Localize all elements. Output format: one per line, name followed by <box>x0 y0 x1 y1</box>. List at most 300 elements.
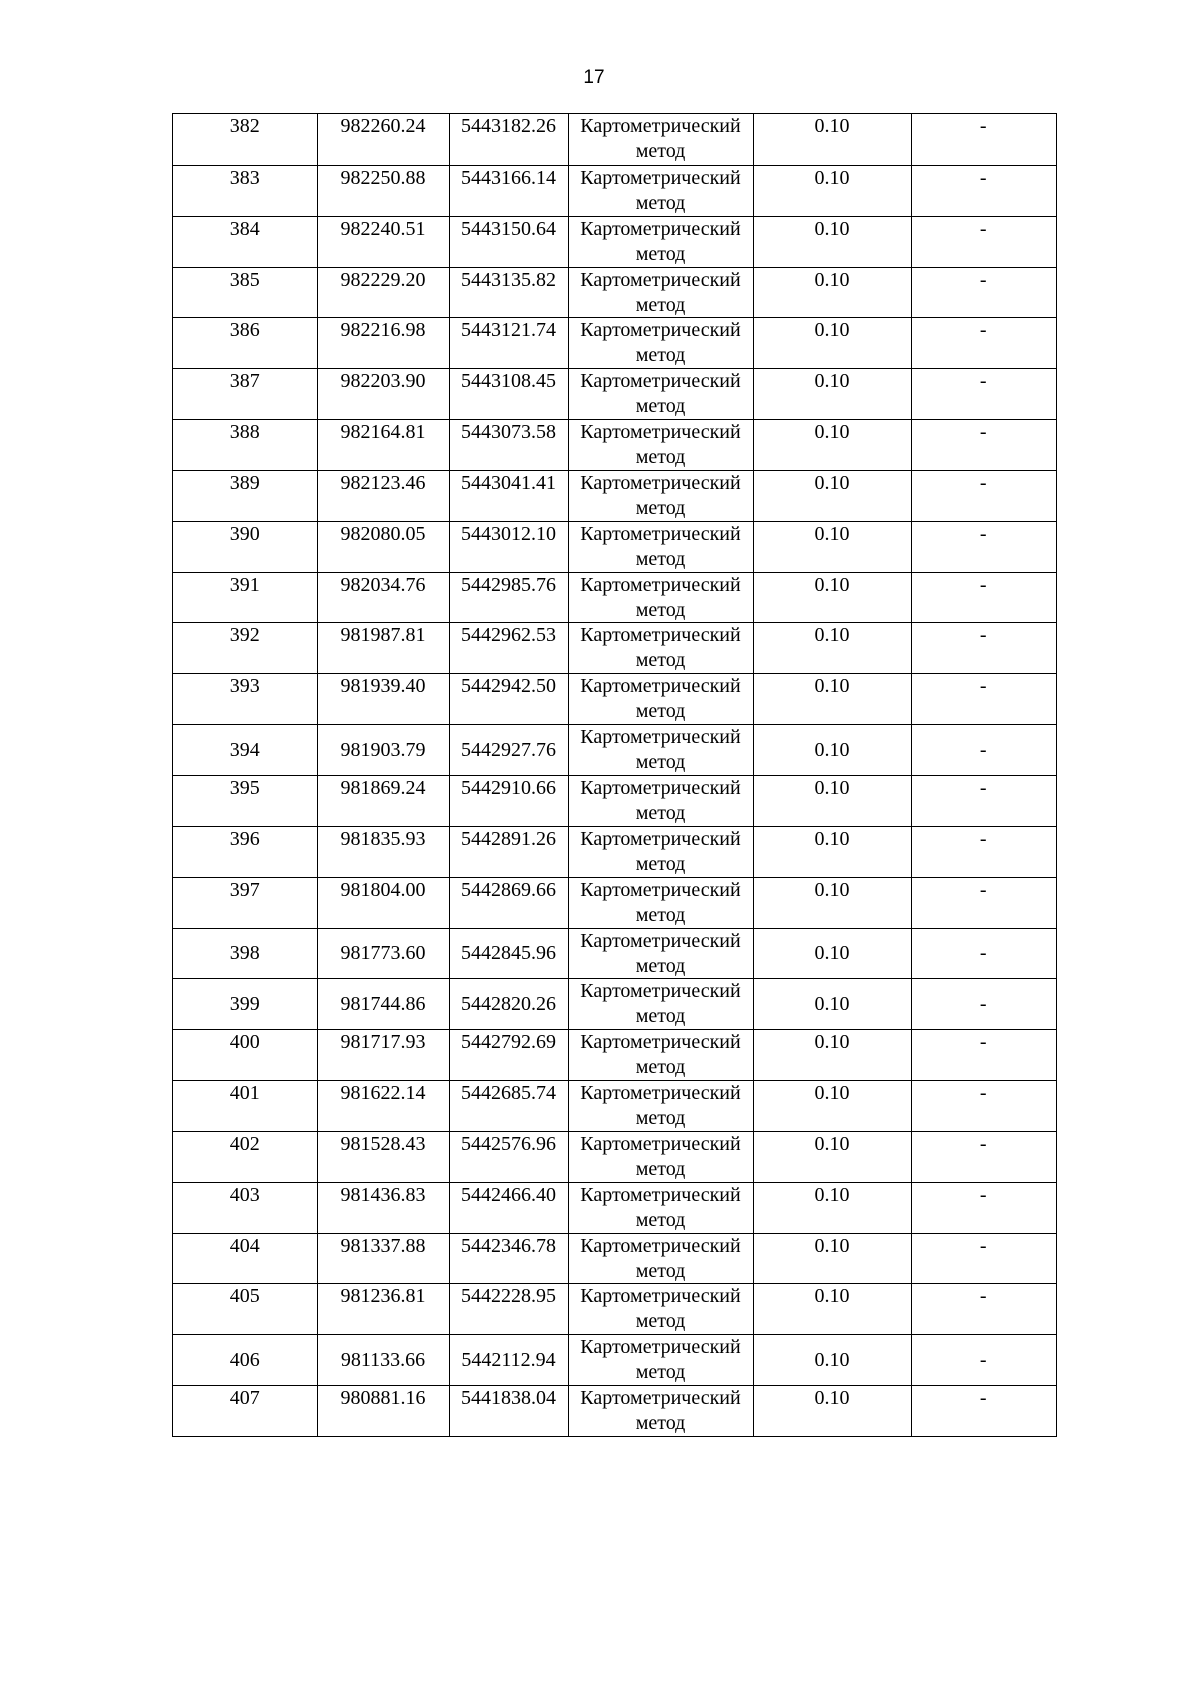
point-number-cell-text: 399 <box>229 992 260 1015</box>
point-number-cell-text: 397 <box>229 878 260 901</box>
y-coordinate-cell <box>449 979 568 1029</box>
table-row <box>173 165 1056 216</box>
method-cell-text: Картометрический метод <box>580 827 741 875</box>
x-coordinate-cell <box>317 1335 449 1385</box>
point-number-cell-text: 387 <box>229 370 260 393</box>
y-coordinate-cell-text: 5443108.45 <box>461 370 556 393</box>
x-coordinate-cell <box>317 878 449 928</box>
note-cell <box>911 827 1056 877</box>
page-number: 17 <box>583 67 605 88</box>
note-cell <box>911 776 1056 826</box>
point-number-cell <box>173 979 317 1029</box>
table-row <box>173 978 1056 1029</box>
method-cell <box>568 318 753 368</box>
method-cell-text: Картометрический метод <box>580 319 741 367</box>
method-cell <box>568 1234 753 1284</box>
x-coordinate-cell <box>317 776 449 826</box>
note-cell <box>911 166 1056 216</box>
point-number-cell <box>173 522 317 572</box>
note-cell <box>911 1132 1056 1182</box>
note-cell <box>911 725 1056 775</box>
note-cell-text: - <box>979 776 987 799</box>
point-number-cell-text: 396 <box>229 827 260 850</box>
x-coordinate-cell-text: 982216.98 <box>340 319 426 342</box>
accuracy-cell-text: 0.10 <box>814 217 850 240</box>
table-row <box>173 1182 1056 1233</box>
y-coordinate-cell-text: 5442112.94 <box>461 1348 556 1371</box>
y-coordinate-cell-text: 5442820.26 <box>461 992 556 1015</box>
accuracy-cell <box>753 1132 911 1182</box>
x-coordinate-cell <box>317 217 449 267</box>
table-row <box>173 1283 1056 1334</box>
y-coordinate-cell-text: 5443121.74 <box>461 319 556 342</box>
note-cell-text: - <box>979 166 987 189</box>
x-coordinate-cell <box>317 1081 449 1131</box>
method-cell <box>568 725 753 775</box>
x-coordinate-cell-text: 981835.93 <box>340 827 426 850</box>
method-cell <box>568 471 753 521</box>
x-coordinate-cell-text: 981236.81 <box>340 1285 426 1308</box>
accuracy-cell <box>753 369 911 419</box>
method-cell <box>568 1335 753 1385</box>
note-cell <box>911 318 1056 368</box>
accuracy-cell <box>753 674 911 724</box>
x-coordinate-cell-text: 981804.00 <box>340 878 426 901</box>
point-number-cell <box>173 471 317 521</box>
y-coordinate-cell <box>449 674 568 724</box>
accuracy-cell <box>753 776 911 826</box>
table-row <box>173 1385 1056 1436</box>
note-cell <box>911 929 1056 979</box>
note-cell-text: - <box>979 115 987 137</box>
point-number-cell <box>173 929 317 979</box>
accuracy-cell-text: 0.10 <box>814 1285 850 1308</box>
y-coordinate-cell-text: 5442576.96 <box>461 1132 556 1155</box>
note-cell <box>911 1030 1056 1080</box>
point-number-cell <box>173 217 317 267</box>
y-coordinate-cell <box>449 1284 568 1334</box>
y-coordinate-cell <box>449 1030 568 1080</box>
method-cell <box>568 1386 753 1436</box>
accuracy-cell-text: 0.10 <box>814 1031 850 1054</box>
accuracy-cell-text: 0.10 <box>814 827 850 850</box>
note-cell <box>911 1284 1056 1334</box>
point-number-cell-text: 405 <box>229 1285 260 1308</box>
table-row <box>173 673 1056 724</box>
point-number-cell-text: 406 <box>229 1348 260 1371</box>
accuracy-cell <box>753 420 911 470</box>
method-cell <box>568 369 753 419</box>
point-number-cell-text: 385 <box>229 268 260 291</box>
x-coordinate-cell-text: 982229.20 <box>340 268 426 291</box>
method-cell <box>568 1081 753 1131</box>
point-number-cell <box>173 268 317 318</box>
y-coordinate-cell <box>449 1335 568 1385</box>
note-cell <box>911 1335 1056 1385</box>
accuracy-cell <box>753 1030 911 1080</box>
method-cell-text: Картометрический метод <box>580 624 741 672</box>
point-number-cell <box>173 166 317 216</box>
table-row <box>173 368 1056 419</box>
accuracy-cell-text: 0.10 <box>814 471 850 494</box>
x-coordinate-cell <box>317 420 449 470</box>
y-coordinate-cell-text: 5442942.50 <box>461 675 556 698</box>
y-coordinate-cell-text: 5442466.40 <box>461 1183 556 1206</box>
y-coordinate-cell <box>449 929 568 979</box>
table-row <box>173 775 1056 826</box>
accuracy-cell <box>753 114 911 165</box>
note-cell-text: - <box>979 1082 987 1105</box>
point-number-cell <box>173 878 317 928</box>
note-cell-text: - <box>979 471 987 494</box>
x-coordinate-cell <box>317 573 449 623</box>
method-cell-text: Картометрический метод <box>580 929 741 977</box>
x-coordinate-cell-text: 982203.90 <box>340 370 426 393</box>
accuracy-cell-text: 0.10 <box>814 1082 850 1105</box>
point-number-cell-text: 398 <box>229 942 260 964</box>
x-coordinate-cell <box>317 1132 449 1182</box>
accuracy-cell <box>753 725 911 775</box>
y-coordinate-cell-text: 5442962.53 <box>461 624 556 647</box>
coordinates-table <box>172 113 1057 1437</box>
accuracy-cell <box>753 471 911 521</box>
method-cell <box>568 114 753 165</box>
point-number-cell-text: 382 <box>229 115 260 137</box>
y-coordinate-cell <box>449 1132 568 1182</box>
note-cell <box>911 878 1056 928</box>
method-cell-text: Картометрический метод <box>580 1082 741 1130</box>
method-cell <box>568 573 753 623</box>
y-coordinate-cell-text: 5442792.69 <box>461 1031 556 1054</box>
point-number-cell-text: 386 <box>229 319 260 342</box>
accuracy-cell-text: 0.10 <box>814 1183 850 1206</box>
point-number-cell <box>173 369 317 419</box>
y-coordinate-cell-text: 5443182.26 <box>461 115 556 137</box>
x-coordinate-cell <box>317 522 449 572</box>
method-cell-text: Картометрический метод <box>580 1132 741 1180</box>
method-cell <box>568 217 753 267</box>
x-coordinate-cell <box>317 929 449 979</box>
table-row <box>173 1334 1056 1385</box>
y-coordinate-cell-text: 5443150.64 <box>461 217 556 240</box>
table-row <box>173 1029 1056 1080</box>
method-cell-text: Картометрический метод <box>580 878 741 926</box>
method-cell <box>568 674 753 724</box>
point-number-cell <box>173 725 317 775</box>
note-cell-text: - <box>979 992 987 1015</box>
x-coordinate-cell <box>317 1183 449 1233</box>
note-cell <box>911 268 1056 318</box>
table-row <box>173 1233 1056 1284</box>
note-cell-text: - <box>979 1348 987 1371</box>
y-coordinate-cell <box>449 217 568 267</box>
note-cell <box>911 979 1056 1029</box>
accuracy-cell-text: 0.10 <box>814 738 850 761</box>
table-row <box>173 572 1056 623</box>
y-coordinate-cell <box>449 1081 568 1131</box>
method-cell-text: Картометрический метод <box>580 980 741 1028</box>
accuracy-cell-text: 0.10 <box>814 675 850 698</box>
method-cell <box>568 776 753 826</box>
note-cell-text: - <box>979 675 987 698</box>
method-cell-text: Картометрический метод <box>580 268 741 316</box>
accuracy-cell <box>753 1335 911 1385</box>
table-row <box>173 419 1056 470</box>
accuracy-cell <box>753 878 911 928</box>
accuracy-cell-text: 0.10 <box>814 942 850 964</box>
x-coordinate-cell <box>317 369 449 419</box>
y-coordinate-cell-text: 5442985.76 <box>461 573 556 596</box>
note-cell <box>911 674 1056 724</box>
x-coordinate-cell-text: 980881.16 <box>340 1387 426 1410</box>
y-coordinate-cell <box>449 318 568 368</box>
y-coordinate-cell <box>449 1234 568 1284</box>
point-number-cell <box>173 776 317 826</box>
note-cell-text: - <box>979 1132 987 1155</box>
x-coordinate-cell-text: 981717.93 <box>340 1031 426 1054</box>
y-coordinate-cell-text: 5443041.41 <box>461 471 556 494</box>
table-row <box>173 114 1056 165</box>
table-row <box>173 877 1056 928</box>
x-coordinate-cell-text: 981528.43 <box>340 1132 426 1155</box>
method-cell <box>568 827 753 877</box>
accuracy-cell-text: 0.10 <box>814 573 850 596</box>
x-coordinate-cell-text: 982123.46 <box>340 471 426 494</box>
table-row <box>173 724 1056 775</box>
x-coordinate-cell-text: 982164.81 <box>340 421 426 444</box>
note-cell <box>911 217 1056 267</box>
accuracy-cell-text: 0.10 <box>814 115 850 137</box>
accuracy-cell <box>753 1284 911 1334</box>
note-cell-text: - <box>979 942 987 964</box>
y-coordinate-cell-text: 5443166.14 <box>461 166 556 189</box>
point-number-cell <box>173 1132 317 1182</box>
y-coordinate-cell-text: 5443135.82 <box>461 268 556 291</box>
note-cell-text: - <box>979 1183 987 1206</box>
note-cell-text: - <box>979 319 987 342</box>
note-cell-text: - <box>979 738 987 761</box>
note-cell <box>911 1386 1056 1436</box>
method-cell-text: Картометрический метод <box>580 1234 741 1282</box>
accuracy-cell <box>753 1386 911 1436</box>
accuracy-cell <box>753 573 911 623</box>
method-cell-text: Картометрический метод <box>580 1285 741 1333</box>
table-row <box>173 521 1056 572</box>
method-cell-text: Картометрический метод <box>580 421 741 469</box>
point-number-cell <box>173 573 317 623</box>
y-coordinate-cell-text: 5443012.10 <box>461 522 556 545</box>
x-coordinate-cell-text: 982260.24 <box>340 115 426 137</box>
accuracy-cell-text: 0.10 <box>814 1348 850 1371</box>
y-coordinate-cell <box>449 725 568 775</box>
method-cell <box>568 420 753 470</box>
x-coordinate-cell <box>317 318 449 368</box>
accuracy-cell <box>753 318 911 368</box>
x-coordinate-cell <box>317 114 449 165</box>
x-coordinate-cell <box>317 166 449 216</box>
method-cell-text: Картометрический метод <box>580 1031 741 1079</box>
note-cell-text: - <box>979 827 987 850</box>
point-number-cell <box>173 1030 317 1080</box>
y-coordinate-cell-text: 5442845.96 <box>461 942 556 964</box>
method-cell-text: Картометрический метод <box>580 166 741 214</box>
point-number-cell-text: 388 <box>229 421 260 444</box>
point-number-cell <box>173 1284 317 1334</box>
y-coordinate-cell <box>449 114 568 165</box>
point-number-cell <box>173 1335 317 1385</box>
point-number-cell-text: 393 <box>229 675 260 698</box>
x-coordinate-cell-text: 982080.05 <box>340 522 426 545</box>
accuracy-cell-text: 0.10 <box>814 1132 850 1155</box>
y-coordinate-cell-text: 5442869.66 <box>461 878 556 901</box>
x-coordinate-cell <box>317 674 449 724</box>
y-coordinate-cell <box>449 776 568 826</box>
point-number-cell <box>173 114 317 165</box>
note-cell-text: - <box>979 268 987 291</box>
note-cell-text: - <box>979 1387 987 1410</box>
y-coordinate-cell <box>449 878 568 928</box>
accuracy-cell-text: 0.10 <box>814 268 850 291</box>
x-coordinate-cell-text: 982250.88 <box>340 166 426 189</box>
method-cell <box>568 166 753 216</box>
table-row <box>173 216 1056 267</box>
point-number-cell-text: 407 <box>229 1387 260 1410</box>
x-coordinate-cell-text: 981869.24 <box>340 776 426 799</box>
y-coordinate-cell <box>449 522 568 572</box>
accuracy-cell <box>753 217 911 267</box>
point-number-cell-text: 403 <box>229 1183 260 1206</box>
accuracy-cell <box>753 623 911 673</box>
note-cell-text: - <box>979 624 987 647</box>
x-coordinate-cell-text: 981939.40 <box>340 675 426 698</box>
y-coordinate-cell-text: 5442910.66 <box>461 776 556 799</box>
note-cell <box>911 1081 1056 1131</box>
method-cell <box>568 1030 753 1080</box>
method-cell <box>568 1284 753 1334</box>
method-cell-text: Картометрический метод <box>580 776 741 824</box>
note-cell-text: - <box>979 1031 987 1054</box>
note-cell <box>911 1183 1056 1233</box>
method-cell-text: Картометрический метод <box>580 522 741 570</box>
accuracy-cell <box>753 929 911 979</box>
accuracy-cell <box>753 522 911 572</box>
accuracy-cell <box>753 827 911 877</box>
x-coordinate-cell <box>317 1386 449 1436</box>
method-cell-text: Картометрический метод <box>580 217 741 265</box>
point-number-cell-text: 402 <box>229 1132 260 1155</box>
accuracy-cell-text: 0.10 <box>814 1234 850 1257</box>
note-cell-text: - <box>979 1234 987 1257</box>
method-cell <box>568 1132 753 1182</box>
point-number-cell <box>173 420 317 470</box>
y-coordinate-cell-text: 5443073.58 <box>461 421 556 444</box>
y-coordinate-cell <box>449 166 568 216</box>
y-coordinate-cell-text: 5441838.04 <box>461 1387 556 1410</box>
y-coordinate-cell <box>449 369 568 419</box>
note-cell <box>911 623 1056 673</box>
y-coordinate-cell <box>449 268 568 318</box>
point-number-cell <box>173 1386 317 1436</box>
point-number-cell-text: 392 <box>229 624 260 647</box>
method-cell <box>568 979 753 1029</box>
method-cell <box>568 522 753 572</box>
point-number-cell-text: 389 <box>229 471 260 494</box>
point-number-cell <box>173 1081 317 1131</box>
y-coordinate-cell-text: 5442891.26 <box>461 827 556 850</box>
note-cell <box>911 522 1056 572</box>
accuracy-cell-text: 0.10 <box>814 166 850 189</box>
note-cell <box>911 369 1056 419</box>
accuracy-cell-text: 0.10 <box>814 878 850 901</box>
y-coordinate-cell-text: 5442685.74 <box>461 1082 556 1105</box>
y-coordinate-cell <box>449 827 568 877</box>
method-cell-text: Картометрический метод <box>580 573 741 621</box>
x-coordinate-cell <box>317 1030 449 1080</box>
point-number-cell <box>173 1234 317 1284</box>
note-cell-text: - <box>979 217 987 240</box>
point-number-cell <box>173 827 317 877</box>
table-row <box>173 317 1056 368</box>
y-coordinate-cell <box>449 1183 568 1233</box>
x-coordinate-cell-text: 981133.66 <box>340 1348 426 1371</box>
y-coordinate-cell-text: 5442927.76 <box>461 738 556 761</box>
y-coordinate-cell-text: 5442228.95 <box>461 1285 556 1308</box>
method-cell <box>568 623 753 673</box>
point-number-cell-text: 383 <box>229 166 260 189</box>
point-number-cell <box>173 1183 317 1233</box>
x-coordinate-cell-text: 981436.83 <box>340 1183 426 1206</box>
x-coordinate-cell-text: 982034.76 <box>340 573 426 596</box>
note-cell-text: - <box>979 878 987 901</box>
accuracy-cell <box>753 166 911 216</box>
x-coordinate-cell-text: 982240.51 <box>340 217 426 240</box>
point-number-cell-text: 391 <box>229 573 260 596</box>
note-cell-text: - <box>979 1285 987 1308</box>
method-cell <box>568 878 753 928</box>
accuracy-cell-text: 0.10 <box>814 522 850 545</box>
x-coordinate-cell-text: 981987.81 <box>340 624 426 647</box>
accuracy-cell <box>753 1183 911 1233</box>
x-coordinate-cell-text: 981744.86 <box>340 992 426 1015</box>
point-number-cell <box>173 623 317 673</box>
x-coordinate-cell <box>317 623 449 673</box>
method-cell-text: Картометрический метод <box>580 471 741 519</box>
y-coordinate-cell <box>449 623 568 673</box>
accuracy-cell-text: 0.10 <box>814 776 850 799</box>
accuracy-cell-text: 0.10 <box>814 624 850 647</box>
method-cell-text: Картометрический метод <box>580 1387 741 1435</box>
x-coordinate-cell <box>317 979 449 1029</box>
method-cell-text: Картометрический метод <box>580 675 741 723</box>
point-number-cell-text: 390 <box>229 522 260 545</box>
note-cell <box>911 114 1056 165</box>
accuracy-cell-text: 0.10 <box>814 992 850 1015</box>
table-row <box>173 1131 1056 1182</box>
point-number-cell-text: 400 <box>229 1031 260 1054</box>
method-cell-text: Картометрический метод <box>580 370 741 418</box>
note-cell-text: - <box>979 573 987 596</box>
method-cell-text: Картометрический метод <box>580 1183 741 1231</box>
method-cell <box>568 929 753 979</box>
x-coordinate-cell-text: 981903.79 <box>340 738 426 761</box>
accuracy-cell-text: 0.10 <box>814 421 850 444</box>
table-row <box>173 267 1056 318</box>
note-cell <box>911 1234 1056 1284</box>
method-cell-text: Картометрический метод <box>580 1336 741 1384</box>
table-row <box>173 826 1056 877</box>
point-number-cell-text: 394 <box>229 738 260 761</box>
x-coordinate-cell-text: 981337.88 <box>340 1234 426 1257</box>
